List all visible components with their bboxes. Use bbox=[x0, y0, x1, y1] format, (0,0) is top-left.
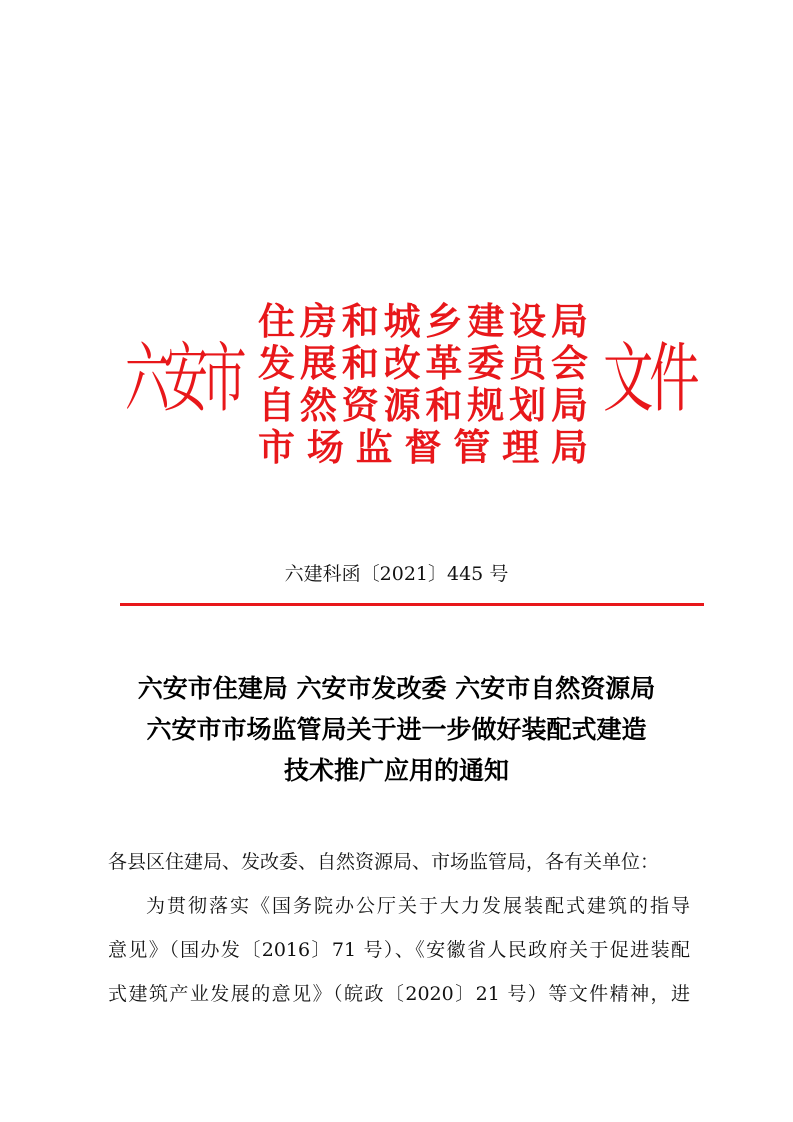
title-line: 六安市住建局 六安市发改委 六安市自然资源局 bbox=[137, 674, 656, 703]
body-line: 式建筑产业发展的意见》（皖政〔2020〕21 号）等文件精神，进 bbox=[108, 983, 690, 1005]
agency-name: 自然资源和规划局 bbox=[258, 383, 588, 427]
letterhead-city: 六安市 bbox=[125, 333, 241, 423]
body-line: 意见》（国办发〔2016〕71 号）、《安徽省人民政府关于促进装配 bbox=[108, 939, 690, 961]
title-line: 六安市市场监管局关于进一步做好装配式建造 bbox=[146, 715, 647, 744]
document-body bbox=[108, 840, 690, 1016]
agency-name: 市场监督管理局 bbox=[258, 425, 588, 469]
salutation: 各县区住建局、发改委、自然资源局、市场监管局，各有关单位： bbox=[108, 851, 660, 873]
letterhead-agencies bbox=[258, 300, 588, 468]
agency-name: 住房和城乡建设局 bbox=[258, 299, 588, 343]
title-line: 技术推广应用的通知 bbox=[283, 756, 509, 785]
document-title bbox=[80, 668, 713, 791]
body-line: 为贯彻落实《国务院办公厅关于大力发展装配式建筑的指导 bbox=[146, 895, 690, 917]
document-number: 六建科函〔2021〕445 号 bbox=[284, 563, 509, 585]
red-divider bbox=[120, 603, 704, 606]
letterhead bbox=[0, 300, 793, 470]
agency-name: 发展和改革委员会 bbox=[258, 341, 588, 385]
letterhead-doc-word: 文件 bbox=[603, 333, 696, 423]
